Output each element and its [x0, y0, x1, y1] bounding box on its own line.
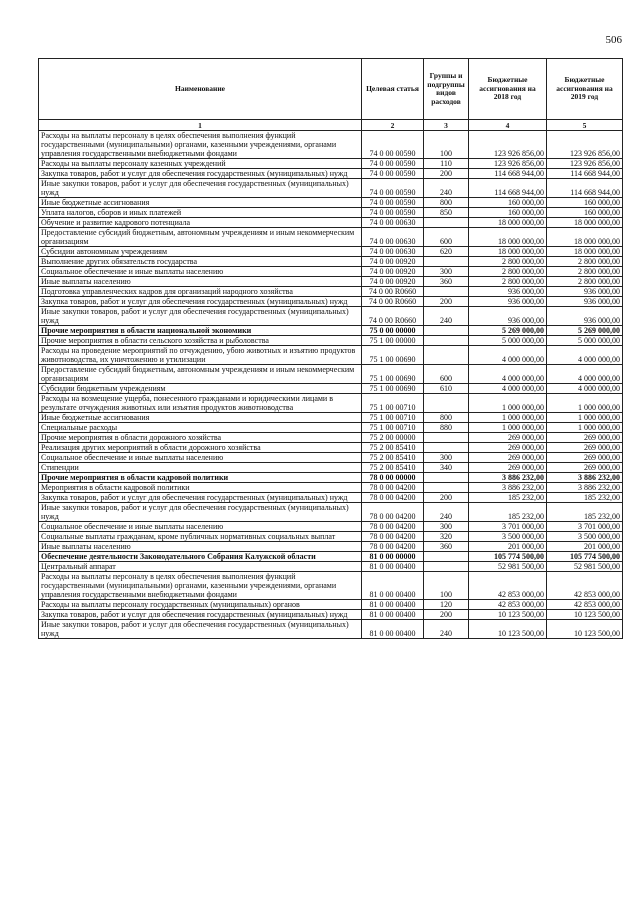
column-number-row: [39, 120, 623, 131]
expense-group-code: 360: [424, 542, 469, 552]
expense-group-code: [424, 287, 469, 297]
table-row: [39, 247, 623, 257]
amount-2018: 18 000 000,00: [469, 247, 547, 257]
amount-2018: 936 000,00: [469, 287, 547, 297]
amount-2018: 2 800 000,00: [469, 257, 547, 267]
row-name: Мероприятия в области кадровой политики: [39, 483, 362, 493]
row-name: Предоставление субсидий бюджетным, автономным учреждениям и иным некоммерческим организациям: [39, 228, 362, 247]
table-row: [39, 522, 623, 532]
target-article-code: 75 1 00 00690: [362, 346, 424, 365]
amount-2018: 52 981 500,00: [469, 562, 547, 572]
row-name: Расходы на выплаты персоналу в целях обеспечения выполнения функций государственными (муниципальными) органами, казенными учреждениями, органами управления государственными внебюджетными фондами: [39, 131, 362, 159]
amount-2018: 123 926 856,00: [469, 131, 547, 159]
amount-2019: 269 000,00: [547, 433, 623, 443]
row-name: Предоставление субсидий бюджетным, автономным учреждениям и иным некоммерческим организациям: [39, 365, 362, 384]
row-name: Социальное обеспечение и иные выплаты населению: [39, 522, 362, 532]
target-article-code: 75 2 00 85410: [362, 443, 424, 453]
expense-group-code: 240: [424, 503, 469, 522]
expense-group-code: 800: [424, 413, 469, 423]
table-row: [39, 228, 623, 247]
target-article-code: 74 0 00 00630: [362, 228, 424, 247]
target-article-code: 74 0 00 00590: [362, 208, 424, 218]
table-row: [39, 503, 623, 522]
amount-2019: 105 774 500,00: [547, 552, 623, 562]
column-number: 2: [362, 120, 424, 131]
amount-2018: 2 800 000,00: [469, 267, 547, 277]
target-article-code: 81 0 00 00400: [362, 600, 424, 610]
row-name: Иные выплаты населению: [39, 277, 362, 287]
expense-group-code: 880: [424, 423, 469, 433]
table-row: [39, 433, 623, 443]
expense-group-code: [424, 257, 469, 267]
target-article-code: 81 0 00 00400: [362, 620, 424, 639]
target-article-code: 81 0 00 00000: [362, 552, 424, 562]
target-article-code: 81 0 00 00400: [362, 562, 424, 572]
amount-2018: 269 000,00: [469, 453, 547, 463]
table-row: [39, 198, 623, 208]
amount-2019: 160 000,00: [547, 198, 623, 208]
row-name: Выполнение других обязательств государства: [39, 257, 362, 267]
table-row: [39, 365, 623, 384]
target-article-code: 74 0 00 00630: [362, 218, 424, 228]
table-row: [39, 307, 623, 326]
table-row: [39, 218, 623, 228]
target-article-code: 75 1 00 00690: [362, 365, 424, 384]
amount-2019: 4 000 000,00: [547, 346, 623, 365]
amount-2018: 3 500 000,00: [469, 532, 547, 542]
amount-2019: 4 000 000,00: [547, 365, 623, 384]
table-body: [39, 131, 623, 639]
target-article-code: 75 2 00 85410: [362, 463, 424, 473]
expense-group-code: 600: [424, 365, 469, 384]
expense-group-code: 800: [424, 198, 469, 208]
table-row: [39, 257, 623, 267]
expense-group-code: [424, 483, 469, 493]
expense-group-code: 340: [424, 463, 469, 473]
table-row: [39, 562, 623, 572]
amount-2018: 10 123 500,00: [469, 610, 547, 620]
row-name: Расходы на выплаты персоналу государственных (муниципальных) органов: [39, 600, 362, 610]
expense-group-code: 200: [424, 169, 469, 179]
expense-group-code: [424, 552, 469, 562]
amount-2018: 269 000,00: [469, 433, 547, 443]
amount-2019: 185 232,00: [547, 493, 623, 503]
target-article-code: 74 0 00 R0660: [362, 287, 424, 297]
expense-group-code: 620: [424, 247, 469, 257]
amount-2019: 4 000 000,00: [547, 384, 623, 394]
row-name: Закупка товаров, работ и услуг для обеспечения государственных (муниципальных) нужд: [39, 297, 362, 307]
amount-2019: 3 701 000,00: [547, 522, 623, 532]
target-article-code: 81 0 00 00400: [362, 610, 424, 620]
target-article-code: 75 1 00 00710: [362, 423, 424, 433]
header-amount-2019: Бюджетные ассигнования на 2019 год: [547, 59, 623, 120]
expense-group-code: 600: [424, 228, 469, 247]
row-name: Расходы на выплаты персоналу казенных учреждений: [39, 159, 362, 169]
amount-2019: 160 000,00: [547, 208, 623, 218]
target-article-code: 74 0 00 00590: [362, 159, 424, 169]
row-name: Прочие мероприятия в области сельского хозяйства и рыболовства: [39, 336, 362, 346]
amount-2018: 185 232,00: [469, 493, 547, 503]
table-row: [39, 267, 623, 277]
amount-2019: 10 123 500,00: [547, 620, 623, 639]
table-row: [39, 159, 623, 169]
amount-2019: 269 000,00: [547, 463, 623, 473]
column-number: 5: [547, 120, 623, 131]
table-row: [39, 572, 623, 600]
amount-2018: 185 232,00: [469, 503, 547, 522]
amount-2018: 1 000 000,00: [469, 413, 547, 423]
amount-2019: 18 000 000,00: [547, 247, 623, 257]
expense-group-code: 240: [424, 307, 469, 326]
target-article-code: 78 0 00 00000: [362, 473, 424, 483]
amount-2018: 114 668 944,00: [469, 169, 547, 179]
expense-group-code: 610: [424, 384, 469, 394]
table-row: [39, 297, 623, 307]
row-name: Социальное обеспечение и иные выплаты населению: [39, 453, 362, 463]
expense-group-code: 100: [424, 131, 469, 159]
row-name: Стипендии: [39, 463, 362, 473]
amount-2019: 123 926 856,00: [547, 159, 623, 169]
expense-group-code: 120: [424, 600, 469, 610]
row-name: Уплата налогов, сборов и иных платежей: [39, 208, 362, 218]
expense-group-code: 300: [424, 453, 469, 463]
table-row: [39, 493, 623, 503]
row-name: Реализация других мероприятий в области дорожного хозяйства: [39, 443, 362, 453]
amount-2019: 2 800 000,00: [547, 277, 623, 287]
target-article-code: 78 0 00 04200: [362, 522, 424, 532]
amount-2018: 123 926 856,00: [469, 159, 547, 169]
amount-2019: 3 500 000,00: [547, 532, 623, 542]
amount-2019: 1 000 000,00: [547, 423, 623, 433]
expense-group-code: 300: [424, 522, 469, 532]
amount-2019: 114 668 944,00: [547, 169, 623, 179]
column-number: 3: [424, 120, 469, 131]
target-article-code: 74 0 00 00920: [362, 277, 424, 287]
amount-2019: 18 000 000,00: [547, 228, 623, 247]
amount-2019: 123 926 856,00: [547, 131, 623, 159]
expense-group-code: [424, 394, 469, 413]
target-article-code: 74 0 00 00630: [362, 247, 424, 257]
table-row: [39, 394, 623, 413]
amount-2018: 1 000 000,00: [469, 423, 547, 433]
row-name: Иные закупки товаров, работ и услуг для обеспечения государственных (муниципальных) нужд: [39, 307, 362, 326]
target-article-code: 75 1 00 00000: [362, 336, 424, 346]
amount-2018: 42 853 000,00: [469, 600, 547, 610]
amount-2018: 3 886 232,00: [469, 483, 547, 493]
expense-group-code: [424, 218, 469, 228]
table-row: [39, 542, 623, 552]
row-name: Субсидии бюджетным учреждениям: [39, 384, 362, 394]
amount-2018: 201 000,00: [469, 542, 547, 552]
amount-2019: 1 000 000,00: [547, 394, 623, 413]
header-row: [39, 59, 623, 120]
target-article-code: 74 0 00 00590: [362, 179, 424, 198]
table-row: [39, 473, 623, 483]
amount-2018: 160 000,00: [469, 208, 547, 218]
amount-2019: 185 232,00: [547, 503, 623, 522]
target-article-code: 78 0 00 04200: [362, 532, 424, 542]
row-name: Обучение и развитие кадрового потенциала: [39, 218, 362, 228]
row-name: Закупка товаров, работ и услуг для обеспечения государственных (муниципальных) нужд: [39, 169, 362, 179]
amount-2018: 936 000,00: [469, 307, 547, 326]
row-name: Расходы на проведение мероприятий по отчуждению, убою животных и изъятию продуктов животноводства, их уничтожению и утилизации: [39, 346, 362, 365]
table-row: [39, 443, 623, 453]
table-row: [39, 610, 623, 620]
row-name: Подготовка управленческих кадров для организаций народного хозяйства: [39, 287, 362, 297]
table-row: [39, 413, 623, 423]
table-row: [39, 131, 623, 159]
row-name: Специальные расходы: [39, 423, 362, 433]
table-row: [39, 336, 623, 346]
expense-group-code: 110: [424, 159, 469, 169]
row-name: Иные выплаты населению: [39, 542, 362, 552]
row-name: Центральный аппарат: [39, 562, 362, 572]
amount-2019: 3 886 232,00: [547, 473, 623, 483]
row-name: Прочие мероприятия в области дорожного хозяйства: [39, 433, 362, 443]
amount-2019: 936 000,00: [547, 307, 623, 326]
row-name: Иные закупки товаров, работ и услуг для обеспечения государственных (муниципальных) нужд: [39, 179, 362, 198]
target-article-code: 78 0 00 04200: [362, 542, 424, 552]
target-article-code: 78 0 00 04200: [362, 483, 424, 493]
target-article-code: 74 0 00 R0660: [362, 307, 424, 326]
expense-group-code: 240: [424, 620, 469, 639]
amount-2019: 52 981 500,00: [547, 562, 623, 572]
target-article-code: 75 2 00 00000: [362, 433, 424, 443]
column-number: 1: [39, 120, 362, 131]
target-article-code: 75 1 00 00710: [362, 394, 424, 413]
amount-2018: 5 000 000,00: [469, 336, 547, 346]
table-row: [39, 326, 623, 336]
table-row: [39, 463, 623, 473]
expense-group-code: [424, 443, 469, 453]
table-row: [39, 600, 623, 610]
expense-group-code: [424, 326, 469, 336]
expense-group-code: [424, 346, 469, 365]
table-row: [39, 384, 623, 394]
amount-2018: 3 886 232,00: [469, 473, 547, 483]
row-name: Расходы на возмещение ущерба, понесенного гражданами и юридическими лицами в результате отчуждения животных или изъятия продуктов животноводства: [39, 394, 362, 413]
expense-group-code: 200: [424, 493, 469, 503]
amount-2018: 936 000,00: [469, 297, 547, 307]
amount-2018: 18 000 000,00: [469, 228, 547, 247]
amount-2018: 160 000,00: [469, 198, 547, 208]
amount-2019: 18 000 000,00: [547, 218, 623, 228]
table-row: [39, 483, 623, 493]
amount-2018: 10 123 500,00: [469, 620, 547, 639]
amount-2019: 10 123 500,00: [547, 610, 623, 620]
expense-group-code: 850: [424, 208, 469, 218]
amount-2018: 269 000,00: [469, 443, 547, 453]
expense-group-code: 200: [424, 610, 469, 620]
amount-2018: 5 269 000,00: [469, 326, 547, 336]
amount-2018: 114 668 944,00: [469, 179, 547, 198]
expense-group-code: [424, 433, 469, 443]
table-row: [39, 179, 623, 198]
target-article-code: 78 0 00 04200: [362, 493, 424, 503]
target-article-code: 75 2 00 85410: [362, 453, 424, 463]
expense-group-code: 320: [424, 532, 469, 542]
target-article-code: 74 0 00 00590: [362, 169, 424, 179]
amount-2019: 5 000 000,00: [547, 336, 623, 346]
row-name: Иные закупки товаров, работ и услуг для обеспечения государственных (муниципальных) нужд: [39, 503, 362, 522]
table-row: [39, 620, 623, 639]
amount-2018: 1 000 000,00: [469, 394, 547, 413]
table-row: [39, 287, 623, 297]
row-name: Социальные выплаты гражданам, кроме публичных нормативных социальных выплат: [39, 532, 362, 542]
table-row: [39, 532, 623, 542]
table-row: [39, 453, 623, 463]
budget-table: [38, 58, 623, 639]
row-name: Субсидии автономным учреждениям: [39, 247, 362, 257]
amount-2019: 936 000,00: [547, 287, 623, 297]
table-row: [39, 277, 623, 287]
amount-2018: 18 000 000,00: [469, 218, 547, 228]
amount-2018: 2 800 000,00: [469, 277, 547, 287]
expense-group-code: [424, 336, 469, 346]
row-name: Расходы на выплаты персоналу в целях обеспечения выполнения функций государственными (муниципальными) органами, казенными учреждениями, органами управления государственными внебюджетными фондами: [39, 572, 362, 600]
row-name: Закупка товаров, работ и услуг для обеспечения государственных (муниципальных) нужд: [39, 493, 362, 503]
amount-2019: 1 000 000,00: [547, 413, 623, 423]
header-group: Группы и подгруппы видов расходов: [424, 59, 469, 120]
header-name: Наименование: [39, 59, 362, 120]
page-number: 506: [605, 34, 622, 46]
target-article-code: 81 0 00 00400: [362, 572, 424, 600]
target-article-code: 74 0 00 00920: [362, 267, 424, 277]
table-row: [39, 552, 623, 562]
expense-group-code: 360: [424, 277, 469, 287]
header-code: Целевая статья: [362, 59, 424, 120]
amount-2018: 4 000 000,00: [469, 346, 547, 365]
row-name: Социальное обеспечение и иные выплаты населению: [39, 267, 362, 277]
table-row: [39, 208, 623, 218]
table-row: [39, 346, 623, 365]
expense-group-code: 200: [424, 297, 469, 307]
target-article-code: 74 0 00 00920: [362, 257, 424, 267]
target-article-code: 74 0 00 R0660: [362, 297, 424, 307]
expense-group-code: 100: [424, 572, 469, 600]
amount-2019: 936 000,00: [547, 297, 623, 307]
amount-2019: 2 800 000,00: [547, 267, 623, 277]
row-name: Прочие мероприятия в области кадровой политики: [39, 473, 362, 483]
amount-2018: 105 774 500,00: [469, 552, 547, 562]
row-name: Иные бюджетные ассигнования: [39, 198, 362, 208]
amount-2018: 4 000 000,00: [469, 384, 547, 394]
expense-group-code: [424, 473, 469, 483]
amount-2018: 3 701 000,00: [469, 522, 547, 532]
row-name: Иные бюджетные ассигнования: [39, 413, 362, 423]
amount-2019: 2 800 000,00: [547, 257, 623, 267]
amount-2019: 3 886 232,00: [547, 483, 623, 493]
amount-2019: 114 668 944,00: [547, 179, 623, 198]
expense-group-code: 240: [424, 179, 469, 198]
row-name: Прочие мероприятия в области национальной экономики: [39, 326, 362, 336]
amount-2019: 201 000,00: [547, 542, 623, 552]
amount-2018: 269 000,00: [469, 463, 547, 473]
expense-group-code: [424, 562, 469, 572]
target-article-code: 75 0 00 00000: [362, 326, 424, 336]
row-name: Иные закупки товаров, работ и услуг для обеспечения государственных (муниципальных) нужд: [39, 620, 362, 639]
row-name: Закупка товаров, работ и услуг для обеспечения государственных (муниципальных) нужд: [39, 610, 362, 620]
amount-2019: 269 000,00: [547, 443, 623, 453]
table-row: [39, 169, 623, 179]
amount-2019: 42 853 000,00: [547, 572, 623, 600]
target-article-code: 75 1 00 00710: [362, 413, 424, 423]
target-article-code: 78 0 00 04200: [362, 503, 424, 522]
target-article-code: 74 0 00 00590: [362, 131, 424, 159]
amount-2019: 42 853 000,00: [547, 600, 623, 610]
amount-2019: 269 000,00: [547, 453, 623, 463]
amount-2019: 5 269 000,00: [547, 326, 623, 336]
expense-group-code: 300: [424, 267, 469, 277]
table-row: [39, 423, 623, 433]
amount-2018: 4 000 000,00: [469, 365, 547, 384]
header-amount-2018: Бюджетные ассигнования на 2018 год: [469, 59, 547, 120]
target-article-code: 74 0 00 00590: [362, 198, 424, 208]
column-number: 4: [469, 120, 547, 131]
amount-2018: 42 853 000,00: [469, 572, 547, 600]
target-article-code: 75 1 00 00690: [362, 384, 424, 394]
row-name: Обеспечение деятельности Законодательного Собрания Калужской области: [39, 552, 362, 562]
